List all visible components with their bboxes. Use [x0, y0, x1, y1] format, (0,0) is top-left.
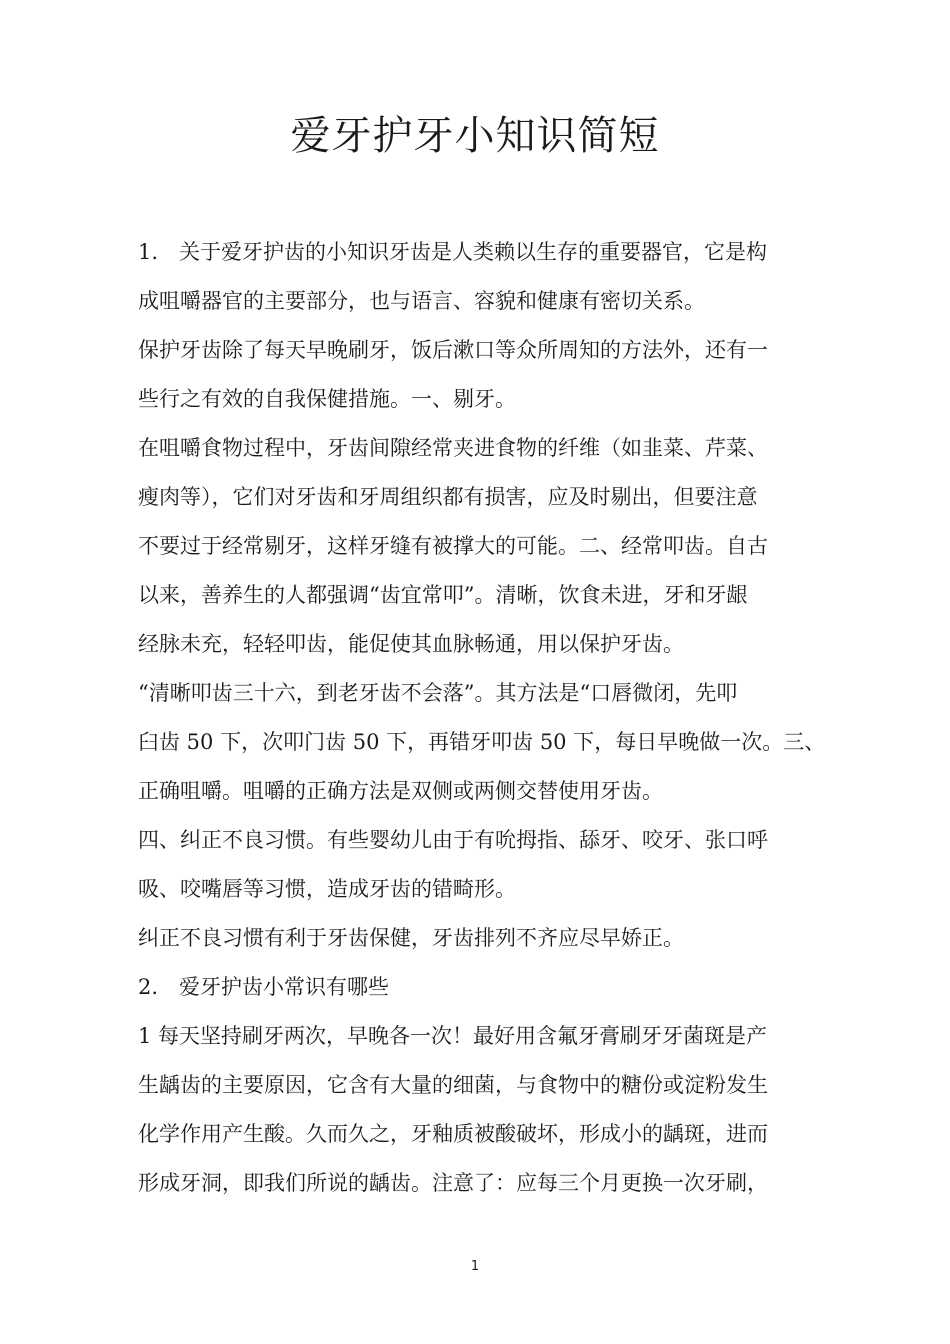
text-line: 以来，善养生的人都强调“齿宜常叩”。清晰，饮食未进，牙和牙龈 — [138, 583, 748, 607]
text-line: 在咀嚼食物过程中，牙齿间隙经常夹进食物的纤维（如韭菜、芹菜、 — [138, 436, 768, 460]
text-line: “清晰叩齿三十六，到老牙齿不会落”。其方法是“口唇微闭，先叩 — [138, 681, 738, 705]
text-line: 化学作用产生酸。久而久之，牙釉质被酸破坏，形成小的龋斑，进而 — [138, 1122, 768, 1146]
text-line: 经脉未充，轻轻叩齿，能促使其血脉畅通，用以保护牙齿。 — [138, 632, 684, 656]
text-line: 臼齿 50 下，次叩门齿 50 下，再错牙叩齿 50 下，每日早晚做一次。三、 — [138, 730, 826, 754]
text-line: 些行之有效的自我保健措施。一、剔牙。 — [138, 387, 516, 411]
page-number: 1 — [470, 1259, 480, 1274]
text-line: 生龋齿的主要原因，它含有大量的细菌，与食物中的糖份或淀粉发生 — [138, 1073, 768, 1097]
text-line: 1 每天坚持刷牙两次，早晚各一次！最好用含氟牙膏刷牙牙菌斑是产 — [138, 1024, 768, 1048]
document-title: 爱牙护牙小知识简短 — [290, 113, 660, 159]
text-line: 瘦肉等），它们对牙齿和牙周组织都有损害，应及时剔出，但要注意 — [138, 485, 758, 509]
text-line: 正确咀嚼。咀嚼的正确方法是双侧或两侧交替使用牙齿。 — [138, 779, 663, 803]
text-line: 吸、咬嘴唇等习惯，造成牙齿的错畸形。 — [138, 877, 516, 901]
text-line: 2. 爱牙护齿小常识有哪些 — [138, 975, 390, 999]
text-line: 1. 关于爱牙护齿的小知识牙齿是人类赖以生存的重要器官，它是构 — [138, 240, 768, 264]
text-line: 不要过于经常剔牙，这样牙缝有被撑大的可能。二、经常叩齿。自古 — [138, 534, 768, 558]
text-line: 四、纠正不良习惯。有些婴幼儿由于有吮拇指、舔牙、咬牙、张口呼 — [138, 828, 768, 852]
text-line: 纠正不良习惯有利于牙齿保健，牙齿排列不齐应尽早娇正。 — [138, 926, 684, 950]
text-line: 形成牙洞，即我们所说的龋齿。注意了：应每三个月更换一次牙刷， — [138, 1171, 768, 1195]
text-line: 成咀嚼器官的主要部分，也与语言、容貌和健康有密切关系。 — [138, 289, 705, 313]
text-line: 保护牙齿除了每天早晚刷牙，饭后漱口等众所周知的方法外，还有一 — [138, 338, 768, 362]
document-body — [138, 228, 858, 1208]
